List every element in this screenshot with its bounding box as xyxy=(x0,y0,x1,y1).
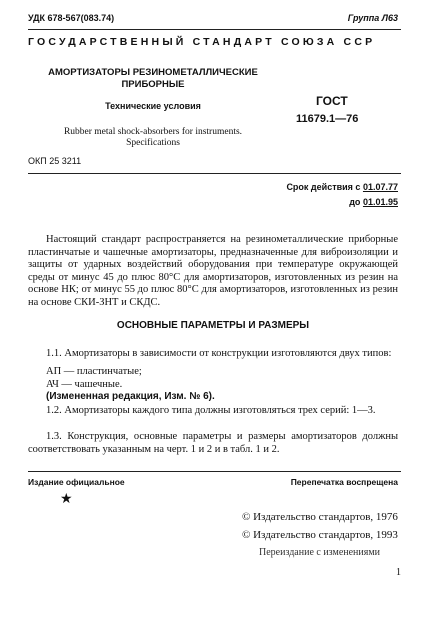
copyright-1976: © Издательство стандартов, 1976 xyxy=(242,511,398,523)
validity-to-line xyxy=(286,195,398,210)
standard-subtitle: Технические условия xyxy=(105,101,201,111)
validity-from-date: 01.07.77 xyxy=(362,182,398,192)
gost-label: ГОСТ xyxy=(316,94,348,108)
type-ap: АП — пластинчатые; xyxy=(46,366,142,377)
okp-rule xyxy=(28,173,401,174)
udk-code: УДК 678-567(083.74) xyxy=(28,13,115,23)
gost-number: 11679.1—76 xyxy=(296,113,359,125)
validity-from-label: Срок действия с xyxy=(286,182,361,192)
copyright-1993: © Издательство стандартов, 1993 xyxy=(242,529,398,541)
reprint-prohibited: Перепечатка воспрещена xyxy=(290,477,398,487)
validity-from-line xyxy=(286,180,398,195)
clause-1-2: 1.2. Амортизаторы каждого типа должны изготовляться трех серий: 1—3. xyxy=(46,405,376,416)
type-ach: АЧ — чашечные. xyxy=(46,379,123,390)
revision-note: (Измененная редакция, Изм. № 6). xyxy=(46,391,215,402)
okp-code: ОКП 25 3211 xyxy=(28,156,82,166)
standard-title-english: Rubber metal shock-absorbers for instruments. Specifications xyxy=(63,127,243,148)
intro-paragraph: Настоящий стандарт распространяется на резинометаллические приборные пластинчатые и чашечные амортизаторы, предназначенные для виброизоляции и защиты от ударных воздействий оборудования при температуре окружающей среды от минус 45 до плюс 80°С для амортизаторов, изготовленных из резин на основе НК; от минус 55 до плюс 80°С для амортизаторов, изготовленных из резин на основе СКИ-ЗНТ и СКДС. xyxy=(28,234,398,308)
standard-title: АМОРТИЗАТОРЫ РЕЗИНОМЕТАЛЛИЧЕСКИЕ ПРИБОРНЫЕ xyxy=(48,67,258,90)
page-number: 1 xyxy=(396,567,401,578)
footer-rule xyxy=(28,471,401,472)
clause-1-1: 1.1. Амортизаторы в зависимости от конструкции изготовляются двух типов: xyxy=(46,348,392,359)
clause-1-3: 1.3. Конструкция, основные параметры и размеры амортизаторов должны соответствовать указанным на черт. 1 и 2 и в табл. 1 и 2. xyxy=(28,431,398,455)
star-icon: ★ xyxy=(60,492,73,507)
validity-to-date: 01.01.95 xyxy=(362,197,398,207)
validity-period xyxy=(286,180,398,210)
official-edition: Издание официальное xyxy=(28,477,125,487)
validity-to-label: до xyxy=(349,197,361,207)
reissue-note: Переиздание с изменениями xyxy=(259,547,381,558)
group-code: Группа Л63 xyxy=(347,13,398,23)
section-heading: ОСНОВНЫЕ ПАРАМЕТРЫ И РАЗМЕРЫ xyxy=(116,320,310,331)
header-rule xyxy=(28,29,401,30)
state-standard-heading: ГОСУДАРСТВЕННЫЙ СТАНДАРТ СОЮЗА ССР xyxy=(28,36,376,48)
